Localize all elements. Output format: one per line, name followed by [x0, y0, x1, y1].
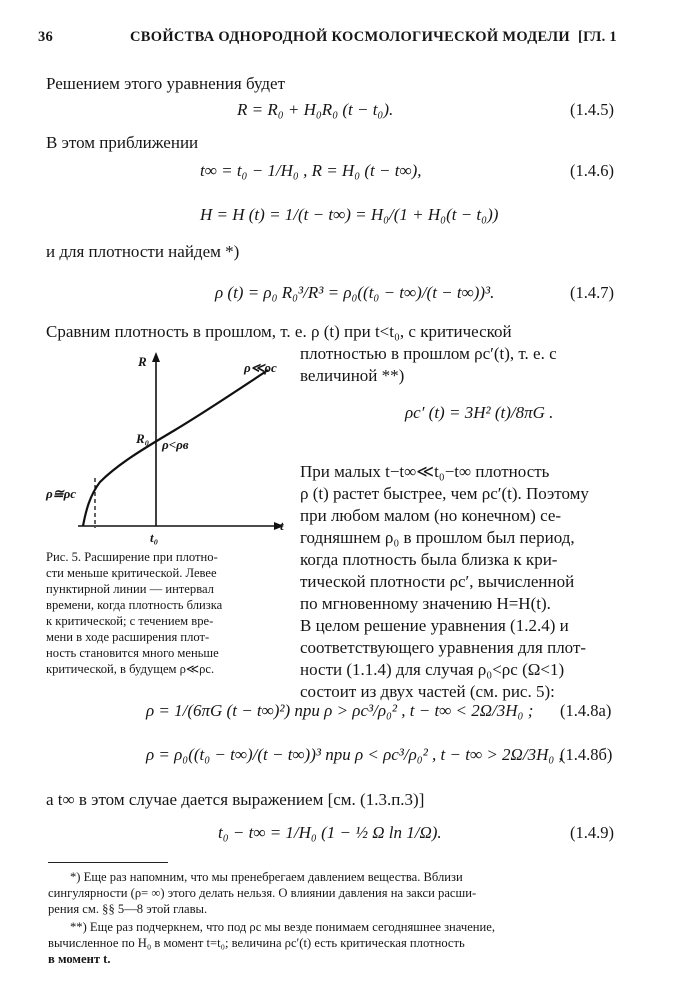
footnote-rule	[48, 862, 168, 863]
caption-line-8: критической, в будущем ρ≪ρc.	[46, 662, 215, 676]
equation-number-1-4-6: (1.4.6)	[570, 161, 614, 180]
para-line-8: В целом решение уравнения (1.2.4) и	[300, 616, 569, 635]
running-title: СВОЙСТВА ОДНОРОДНОЙ КОСМОЛОГИЧЕСКОЙ МОДЕЛИ	[130, 29, 570, 45]
caption-line-3: пунктирной линии — интервал	[46, 582, 214, 596]
para-line-4: годняшнем ρ₀ в прошлом был период,	[300, 528, 575, 547]
compare-line-1: Сравним плотность в прошлом, т. е. ρ (t) при t<t₀, с критической	[46, 322, 512, 341]
equation-1-4-6: t∞ = t₀ − 1/H₀ , R = H₀ (t − t∞),	[200, 161, 422, 180]
para-line-7: по мгновенному значению H=H(t).	[300, 594, 551, 613]
axis-label-r: R	[138, 354, 147, 369]
tinf-intro: а t∞ в этом случае дается выражением [см. (1.3.п.3)]	[46, 790, 425, 809]
equation-number-1-4-9: (1.4.9)	[570, 823, 614, 842]
para-line-5: когда плотность была близка к кри-	[300, 550, 558, 569]
footnote-1-line-3: рения см. §§ 5—8 этой главы.	[48, 902, 208, 916]
caption-line-6: мени в ходе расширения плот-	[46, 630, 210, 644]
y-axis-arrow	[152, 352, 160, 362]
label-t0: t₀	[150, 530, 159, 545]
equation-1-4-7: ρ (t) = ρ₀ R₀³/R³ = ρ₀((t₀ − t∞)/(t − t∞))³.	[215, 283, 495, 302]
equation-hubble: H = H (t) = 1/(t − t∞) = H₀/(1 + H₀(t − t₀))	[200, 205, 499, 224]
para-line-2: ρ (t) растет быстрее, чем ρc′(t). Поэтому	[300, 484, 589, 503]
approx-line: В этом приближении	[46, 133, 199, 152]
para-line-3: при любом малом (но конечном) се-	[300, 506, 562, 525]
equation-number-1-4-8a: (1.4.8а)	[560, 701, 612, 720]
caption-line-7: ность становится много меньше	[46, 646, 219, 660]
equation-number-1-4-7: (1.4.7)	[570, 283, 614, 302]
footnote-1-line-2: сингулярности (ρ= ∞) этого делать нельзя. О влиянии давления на закси расши-	[48, 886, 477, 900]
para-line-9: соответствующего уравнения для плот-	[300, 638, 587, 657]
para-line-1: При малых t−t∞≪t₀−t∞ плотность	[300, 462, 550, 481]
equation-number-1-4-5: (1.4.5)	[570, 100, 614, 119]
intro-line: Решением этого уравнения будет	[46, 74, 285, 93]
density-intro: и для плотности найдем *)	[46, 242, 240, 261]
equation-1-4-8a: ρ = 1/(6πG (t − t∞)²) при ρ > ρc³/ρ₀² , t − t∞ < 2Ω/3H₀ ;	[146, 701, 534, 720]
caption-line-1: Рис. 5. Расширение при плотно-	[46, 550, 218, 564]
footnote-2-line-1: **) Еще раз подчеркнем, что под ρc мы везде понимаем сегодняшнее значение,	[70, 920, 496, 934]
equation-1-4-9: t₀ − t∞ = 1/H₀ (1 − ½ Ω ln 1/Ω).	[218, 823, 442, 842]
para-line-6: тической плотности ρc′, вычисленной	[300, 572, 575, 591]
label-near-critical: ρ≅ρc	[46, 486, 77, 501]
para-line-11: состоит из двух частей (см. рис. 5):	[300, 682, 555, 701]
label-r0: R₀	[136, 431, 150, 446]
axis-label-t: t	[280, 518, 284, 533]
label-less-critical: ρ<ρв	[162, 437, 189, 452]
equation-1-4-5: R = R₀ + H₀R₀ (t − t₀).	[237, 100, 394, 119]
footnote-2-line-3: в момент t.	[48, 952, 111, 966]
equation-number-1-4-8b: (1.4.8б)	[560, 745, 613, 764]
equation-critical-density: ρc′ (t) = 3H² (t)/8πG .	[405, 403, 554, 422]
para-line-10: ности (1.1.4) для случая ρ₀<ρc (Ω<1)	[300, 660, 565, 679]
footnote-2-line-2: вычисленное по H₀ в момент t=t₀; величина ρc′(t) есть критическая плотность	[48, 936, 465, 950]
footnote-1-line-1: *) Еще раз напомним, что мы пренебрегаем давлением вещества. Вблизи	[70, 870, 463, 884]
label-much-less-critical: ρ≪ρc	[244, 360, 277, 375]
chapter-marker: [ГЛ. 1	[578, 29, 617, 45]
equation-1-4-8b: ρ = ρ₀((t₀ − t∞)/(t − t∞))³ при ρ < ρc³/ρ₀² , t − t∞ > 2Ω/3H₀ ,	[146, 745, 563, 764]
page-number: 36	[38, 29, 54, 45]
caption-line-2: сти меньше критической. Левее	[46, 566, 217, 580]
compare-line-3: величиной **)	[300, 366, 405, 385]
caption-line-5: к критической; с течением вре-	[46, 614, 214, 628]
caption-line-4: времени, когда плотность близка	[46, 598, 223, 612]
compare-line-2: плотностью в прошлом ρc′(t), т. е. с	[300, 344, 557, 363]
